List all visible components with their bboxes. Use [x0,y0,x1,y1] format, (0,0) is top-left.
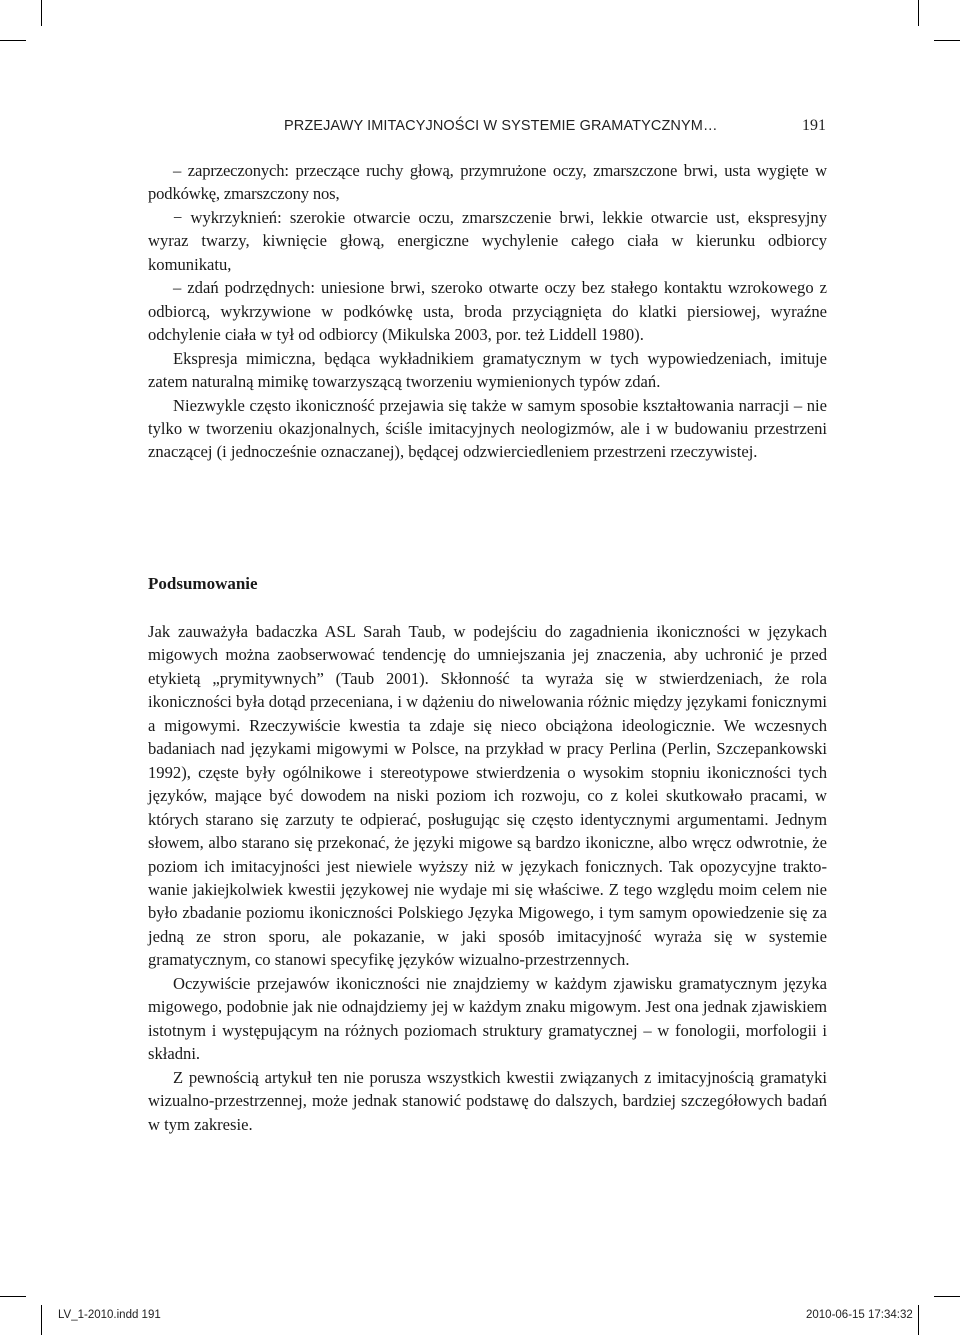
list-item: − wykrzyknień: szerokie otwarcie oczu, zmarszczenie brwi, lekkie otwarcie ust, ekspresyjny wyraz twarzy, kiwnięcie głową, energiczne wychylenie całego ciała w kierunku odbiorcy komunikatu, [148,207,827,274]
list-item: – zaprzeczonych: przeczące ruchy głową, przymrużone oczy, zmarszczone brwi, usta wygięte w podkówkę, zmarszczony nos, [148,161,827,204]
paragraph: Oczywiście przejawów ikoniczności nie znajdziemy w każdym zjawisku gramatycznym języka migowego, podobnie jak nie odnajdziemy jej w każdym znaku migowym. Jest ona jednak zjawiskiem istotnym i występującym na różnych poziomach struktury gramatycznej – w fonologii, morfologii i składni. [148,973,827,1064]
footer-datetime: 2010-06-15 17:34:32 [806,1309,913,1321]
crop-mark [918,0,919,26]
list-item: – zdań podrzędnych: uniesione brwi, szeroko otwarte oczy bez stałego kontaktu wzrokowego z odbiorcą, wykrzywione w podkówkę usta, broda przyciągnięta do klatki piersiowej, wyraźne odchylenie ciała w tył od odbiorcy (Mikulska 2003, por. też Liddell 1980). [148,278,827,345]
paragraph: Jak zauważyła badaczka ASL Sarah Taub, w podejściu do zagadnienia ikoniczności w językach migowych można zaobserwować tendencję do umniejszania jej znaczenia, aby uchronić je przed etykietą „prymitywnych” (Taub 2001). Skłonność ta wyraża się w stwierdzeniach, że rola ikoniczności była dotąd przeceniana, i w dążeniu do niwelowania różnic między językami fonicznymi a migowymi. Rzeczywiście kwestia ta zdaje się nieco obciążona ideologicznie. We wczesnych badaniach nad językami migowymi w Polsce, na przykład w pracy Perlina (Perlin, Szczepankowski 1992), częste były ogólnikowe i stereotypowe stwierdzenia o wysokim stopniu ikoniczności tych języków, mające być dowodem na niski poziom ich rozwoju, co z kolei skutkowało pracami, w których starano się zarzuty te odpierać, posługując się często identycznymi argumentami. Jednym słowem, albo starano się przekonać, że języki migowe są bardzo ikoniczne, albo wręcz odwrotnie, że poziom ich imitacyjności jest niewiele wyższy niż w językach fonicznych. Tak opozycyjne traktowanie jakiejkolwiek kwestii językowej nie wydaje mi się właściwe. Z tego względu moim celem nie było zbadanie poziomu ikoniczności Polskiego Języka Migowego, i tym samym opowiedzenie się za jedną ze stron sporu, ale pokazanie, w jaki sposób imitacyjność wyraża się w systemie gramatycznym, co stanowi specyfikę języków wizualno-przestrzennych. [148,622,827,970]
footer-file-name: LV_1-2010.indd 191 [58,1309,161,1321]
section-heading: Podsumowanie [148,574,258,593]
page-number: 191 [802,117,826,134]
body-text-summary [148,620,827,1136]
paragraph: Ekspresja mimiczna, będąca wykładnikiem gramatycznym w tych wypowiedzeniach, imituje zatem naturalną mimikę towarzyszącą tworzeniu wymienionych typów zdań. [148,348,827,392]
crop-mark [934,1296,960,1297]
crop-mark [0,1296,26,1297]
crop-mark [41,0,42,26]
crop-mark [41,1305,42,1335]
crop-mark [934,40,960,41]
running-head: PRZEJAWY IMITACYJNOŚCI W SYSTEMIE GRAMATYCZNYM… [284,118,718,134]
body-text-top [148,159,827,464]
paragraph: Niezwykle często ikoniczność przejawia się także w samym sposobie kształtowania narracji – nie tylko w tworzeniu okazjonalnych, ściśle imitacyjnych neologizmów, ale i w budowaniu przestrzeni znaczącej (i jednocześnie oznaczanej), będącej odzwierciedleniem przestrzeni rzeczywistej. [148,395,827,462]
crop-mark [0,40,26,41]
paragraph: Z pewnością artykuł ten nie porusza wszystkich kwestii związanych z imitacyjnością gramatyki wizualno-przestrzennej, może jednak stanowić podstawę do dalszych, bardziej szczegółowych badań w tym zakresie. [148,1067,827,1134]
crop-mark [918,1305,919,1335]
